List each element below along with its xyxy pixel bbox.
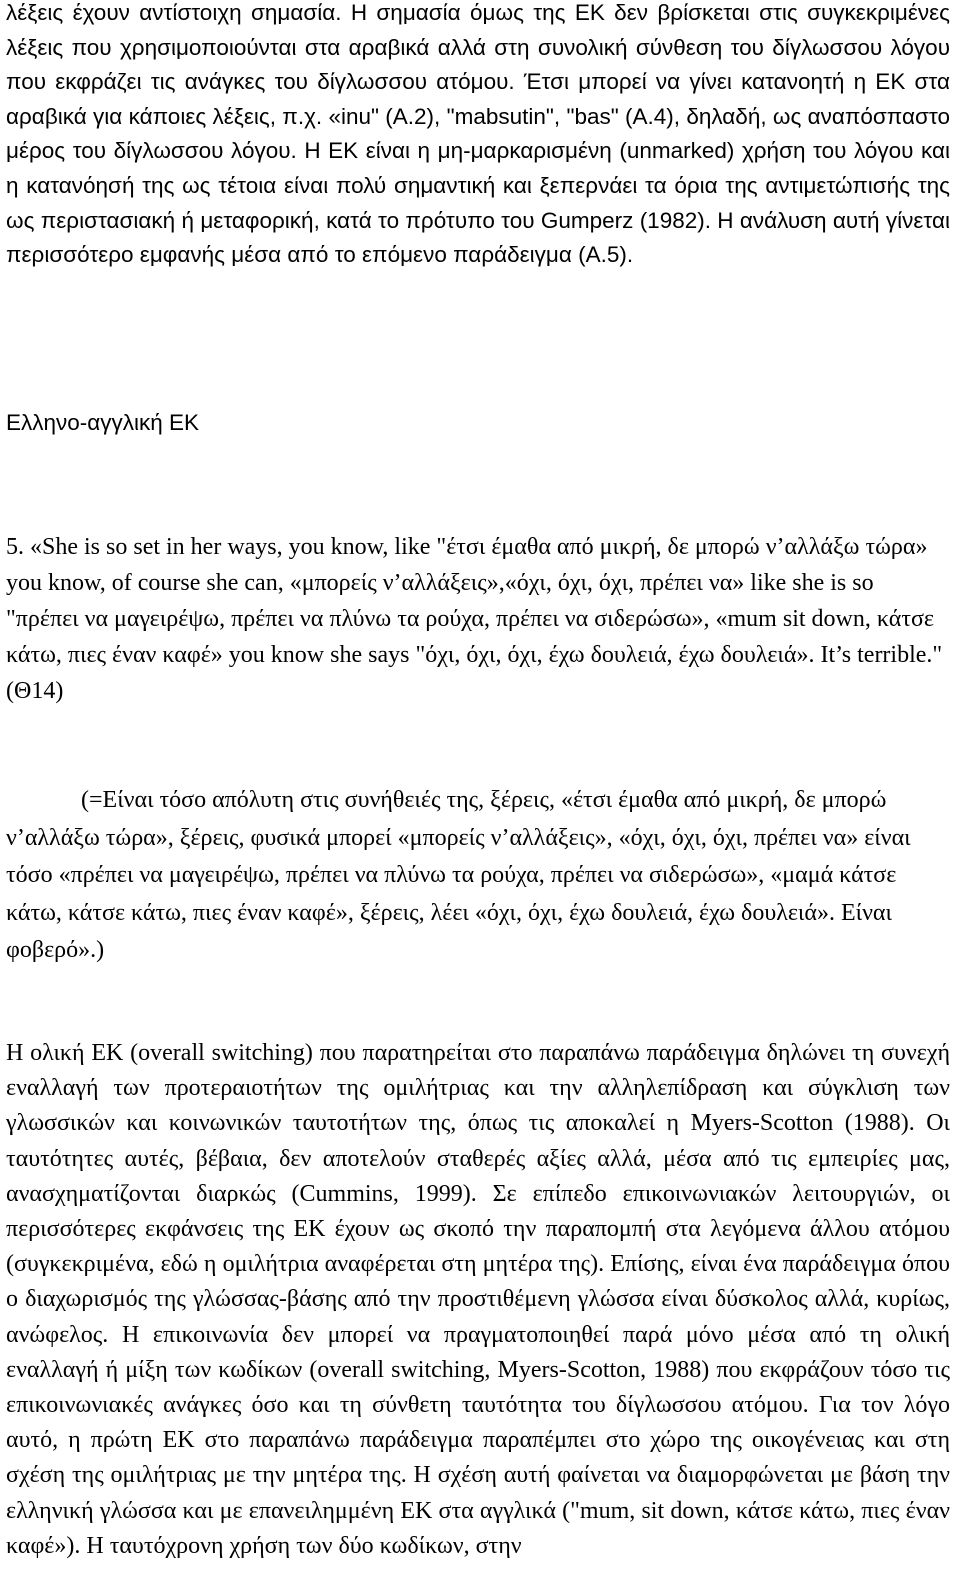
example-translation: (=Είναι τόσο απόλυτη στις συνήθειές της, ξέρεις, «έτσι έμαθα από μικρή, δε μπορώ ν’αλλάξω τώρα», ξέρεις, φυσικά μπορεί «μπορείς ν’αλλάξεις», «όχι, όχι, όχι, πρέπει να» είναι τόσο «πρέπει να μαγειρέψω, πρέπει να πλύνω τα ρούχα, πρέπει να σιδερώσω», «μαμά κάτσε κάτω, κάτσε κάτω, πιες έναν καφέ», ξέρεις, λέει «όχι, όχι, έχω δουλειά, έχω δουλειά». Είναι φοβερό».): [6, 787, 911, 963]
section-heading: Ελληνο-αγγλική ΕΚ: [6, 410, 200, 435]
example-quote: 5. «She is so set in her ways, you know, like "έτσι έμαθα από μικρή, δε μπορώ ν’αλλάξω τώρα» you know, of course she can, «μπορείς ν’αλλάξεις»,«όχι, όχι, όχι, πρέπει να» like she is so "πρέπει να μαγειρέψω, πρέπει να πλύνω τα ρούχα, πρέπει να σιδερώσω», «mum sit down, κάτσε κάτω, πιες έναν καφέ» you know she says "όχι, όχι, όχι, έχω δουλειά, έχω δουλειά». It’s terrible." (Θ14): [6, 534, 943, 704]
body-paragraph: Η ολική ΕΚ (overall switching) που παρατηρείται στο παραπάνω παράδειγμα δηλώνει τη συνεχή εναλλαγή των προτεραιοτήτων της ομιλήτριας και την αλληλεπίδραση και σύγκλιση των γλωσσικών και κοινωνικών ταυτοτήτων της, όπως τις αποκαλεί η Myers-Scotton (1988). Οι ταυτότητες αυτές, βέβαια, δεν αποτελούν σταθερές αξίες αλλά, μέσα από τις εμπειρίες μας, ανασχηματίζονται διαρκώς (Cummins, 1999). Σε επίπεδο επικοινωνιακών λειτουργιών, οι περισσότερες εκφάνσεις της ΕΚ έχουν ως σκοπό την παραπομπή στα λεγόμενα άλλου ατόμου (συγκεκριμένα, εδώ η ομιλήτρια αναφέρεται στη μητέρα της). Επίσης, είναι ένα παράδειγμα όπου ο διαχωρισμός της γλώσσας-βάσης από την προστιθέμενη γλώσσα είναι δύσκολος αλλά, κυρίως, ανώφελος. Η επικοινωνία δεν μπορεί να πραγματοποιηθεί παρά μόνο μέσα από τη ολική εναλλαγή ή μίξη των κωδίκων (overall switching, Myers-Scotton, 1988) που εκφράζουν τόσο τις επικοινωνιακές ανάγκες όσο και τη σύνθετη ταυτότητα του δίγλωσσου ατόμου. Για τον λόγο αυτό, η πρώτη ΕΚ στο παραπάνω παράδειγμα παραπέμπει στο χώρο της οικογένειας και στη σχέση της ομιλήτριας με την μητέρα της. Η σχέση αυτή φαίνεται να διαμορφώνεται με βάση την ελληνική γλώσσα και με επανειλημμένη ΕΚ στα αγγλικά ("mum, sit down, κάτσε κάτω, πιες έναν καφέ»). Η ταυτόχρονη χρήση των δύο κωδίκων, στην: [6, 1040, 950, 1559]
body-paragraph: λέξεις έχουν αντίστοιχη σημασία. Η σημασία όμως της ΕΚ δεν βρίσκεται στις συγκεκριμένες λέξεις που χρησιμοποιούνται στα αραβικά αλλά στη συνολική σύνθεση του δίγλωσσου λόγου που εκφράζει τις ανάγκες του δίγλωσσου ατόμου. Έτσι μπορεί να γίνει κατανοητή η ΕΚ στα αραβικά για κάποιες λέξεις, π.χ. «inu" (Α.2), "mabsutin", "bas" (Α.4), δηλαδή, ως αναπόσπαστο μέρος του δίγλωσσου λόγου. Η ΕΚ είναι η μη-μαρκαρισμένη (unmarked) χρήση του λόγου και η κατανόησή της ως τέτοια είναι πολύ σημαντική και ξεπερνάει τα όρια της αντιμετώπισής της ως περιστασιακή ή μεταφορική, κατά το πρότυπο του Gumperz (1982). Η ανάλυση αυτή γίνεται περισσότερο εμφανής μέσα από το επόμενο παράδειγμα (Α.5).: [6, 0, 950, 268]
